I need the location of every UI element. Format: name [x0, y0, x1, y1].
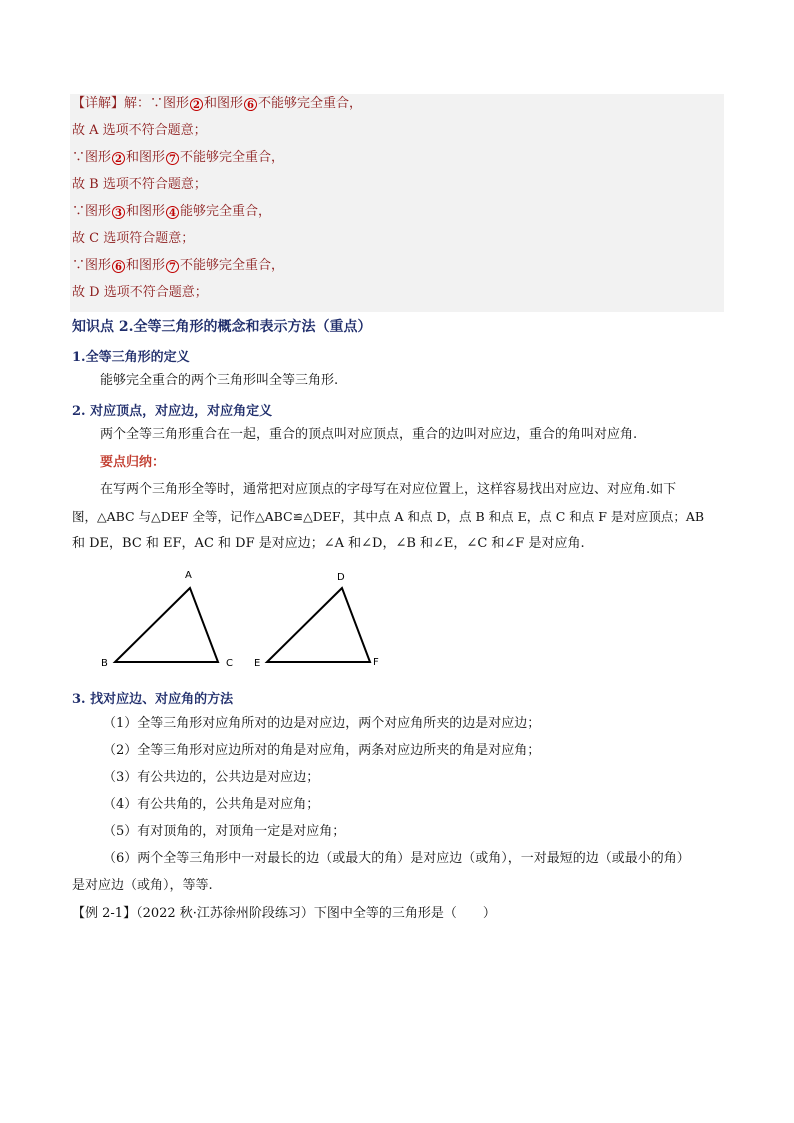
method-item: （2）全等三角形对应边所对的角是对应角，两条对应边所夹的角是对应角； [103, 743, 541, 758]
method-item: （4）有公共角的，公共角是对应角； [103, 797, 320, 812]
solution-text: 和图形 [126, 150, 166, 165]
solution-text: 不能够完全重合， [258, 96, 363, 111]
tip-label: 要点归纳： [100, 455, 166, 470]
triangle-def [267, 588, 370, 662]
circled-number: 4 [166, 206, 179, 219]
definition-text: 能够完全重合的两个三角形叫全等三角形. [100, 373, 339, 388]
method-item: （5）有对顶角的，对顶角一定是对应角； [103, 824, 346, 839]
solution-text: 能够完全重合， [180, 204, 272, 219]
solution-text: 和图形 [126, 258, 166, 273]
solution-line [72, 150, 284, 166]
circled-number: 7 [166, 260, 179, 273]
vertex-label-d: D [337, 572, 345, 583]
circled-number: 7 [166, 152, 179, 165]
method-item: 是对应边（或角），等等. [72, 878, 213, 893]
solution-line [72, 177, 207, 193]
method-item: （1）全等三角形对应角所对的边是对应边，两个对应角所夹的边是对应边； [103, 716, 541, 731]
solution-text: 【详解】解：∵图形 [72, 96, 190, 111]
solution-text: 不能够完全重合， [180, 150, 285, 165]
solution-text: ∵图形 [72, 204, 112, 219]
method-item: （6）两个全等三角形中一对最长的边（或最大的角）是对应边（或角），一对最短的边（或最小的角） [103, 851, 690, 866]
vertex-label-b: B [101, 658, 108, 669]
vertex-label-e: E [254, 658, 261, 669]
solution-line [72, 123, 207, 139]
solution-text: ∵图形 [72, 150, 112, 165]
solution-text: 故 D 选项不符合题意； [72, 285, 208, 300]
tip-paragraph-line-1: 在写两个三角形全等时，通常把对应顶点的字母写在对应位置上，这样容易找出对应边、对应角.如下 [100, 482, 677, 497]
section-title: 知识点 2.全等三角形的概念和表示方法（重点） [72, 319, 372, 335]
tip-paragraph-line-3: 和 DE，BC 和 EF，AC 和 DF 是对应边；∠A 和∠D，∠B 和∠E，∠C 和∠F 是对应角. [72, 536, 585, 551]
solution-text: ∵图形 [72, 258, 112, 273]
congruent-triangles-figure [95, 565, 395, 675]
solution-text: 故 A 选项不符合题意； [72, 123, 207, 138]
circled-number: 3 [112, 206, 125, 219]
solution-text: 和图形 [204, 96, 244, 111]
solution-text: 和图形 [126, 204, 166, 219]
vertex-label-f: F [373, 657, 379, 668]
tip-paragraph-line-2: 图，△ABC 与△DEF 全等，记作△ABC≌△DEF，其中点 A 和点 D，点 B 和点 E，点 C 和点 F 是对应顶点；AB [72, 509, 705, 524]
circled-number: 2 [112, 152, 125, 165]
subheading-definition: 1.全等三角形的定义 [72, 350, 190, 365]
triangle-abc [115, 588, 218, 662]
vertex-label-a: A [185, 570, 192, 581]
solution-line [72, 258, 284, 274]
circled-number: 6 [244, 98, 257, 111]
solution-line [72, 285, 208, 301]
example-prompt: 【例 2-1】（2022 秋·江苏徐州阶段练习）下图中全等的三角形是（ ） [72, 906, 496, 921]
circled-number: 6 [112, 260, 125, 273]
subheading-correspondence: 2. 对应顶点，对应边，对应角定义 [72, 404, 273, 419]
method-item: （3）有公共边的，公共边是对应边； [103, 770, 320, 785]
subheading-methods: 3. 找对应边、对应角的方法 [72, 692, 234, 707]
circled-number: 2 [190, 98, 203, 111]
vertex-label-c: C [226, 658, 233, 669]
solution-text: 故 C 选项符合题意； [72, 231, 195, 246]
solution-line [72, 231, 194, 247]
correspondence-text: 两个全等三角形重合在一起，重合的顶点叫对应顶点，重合的边叫对应边，重合的角叫对应角. [100, 427, 638, 442]
solution-text: 故 B 选项不符合题意； [72, 177, 207, 192]
solution-line [72, 96, 362, 112]
solution-line [72, 204, 271, 220]
solution-text: 不能够完全重合， [180, 258, 285, 273]
